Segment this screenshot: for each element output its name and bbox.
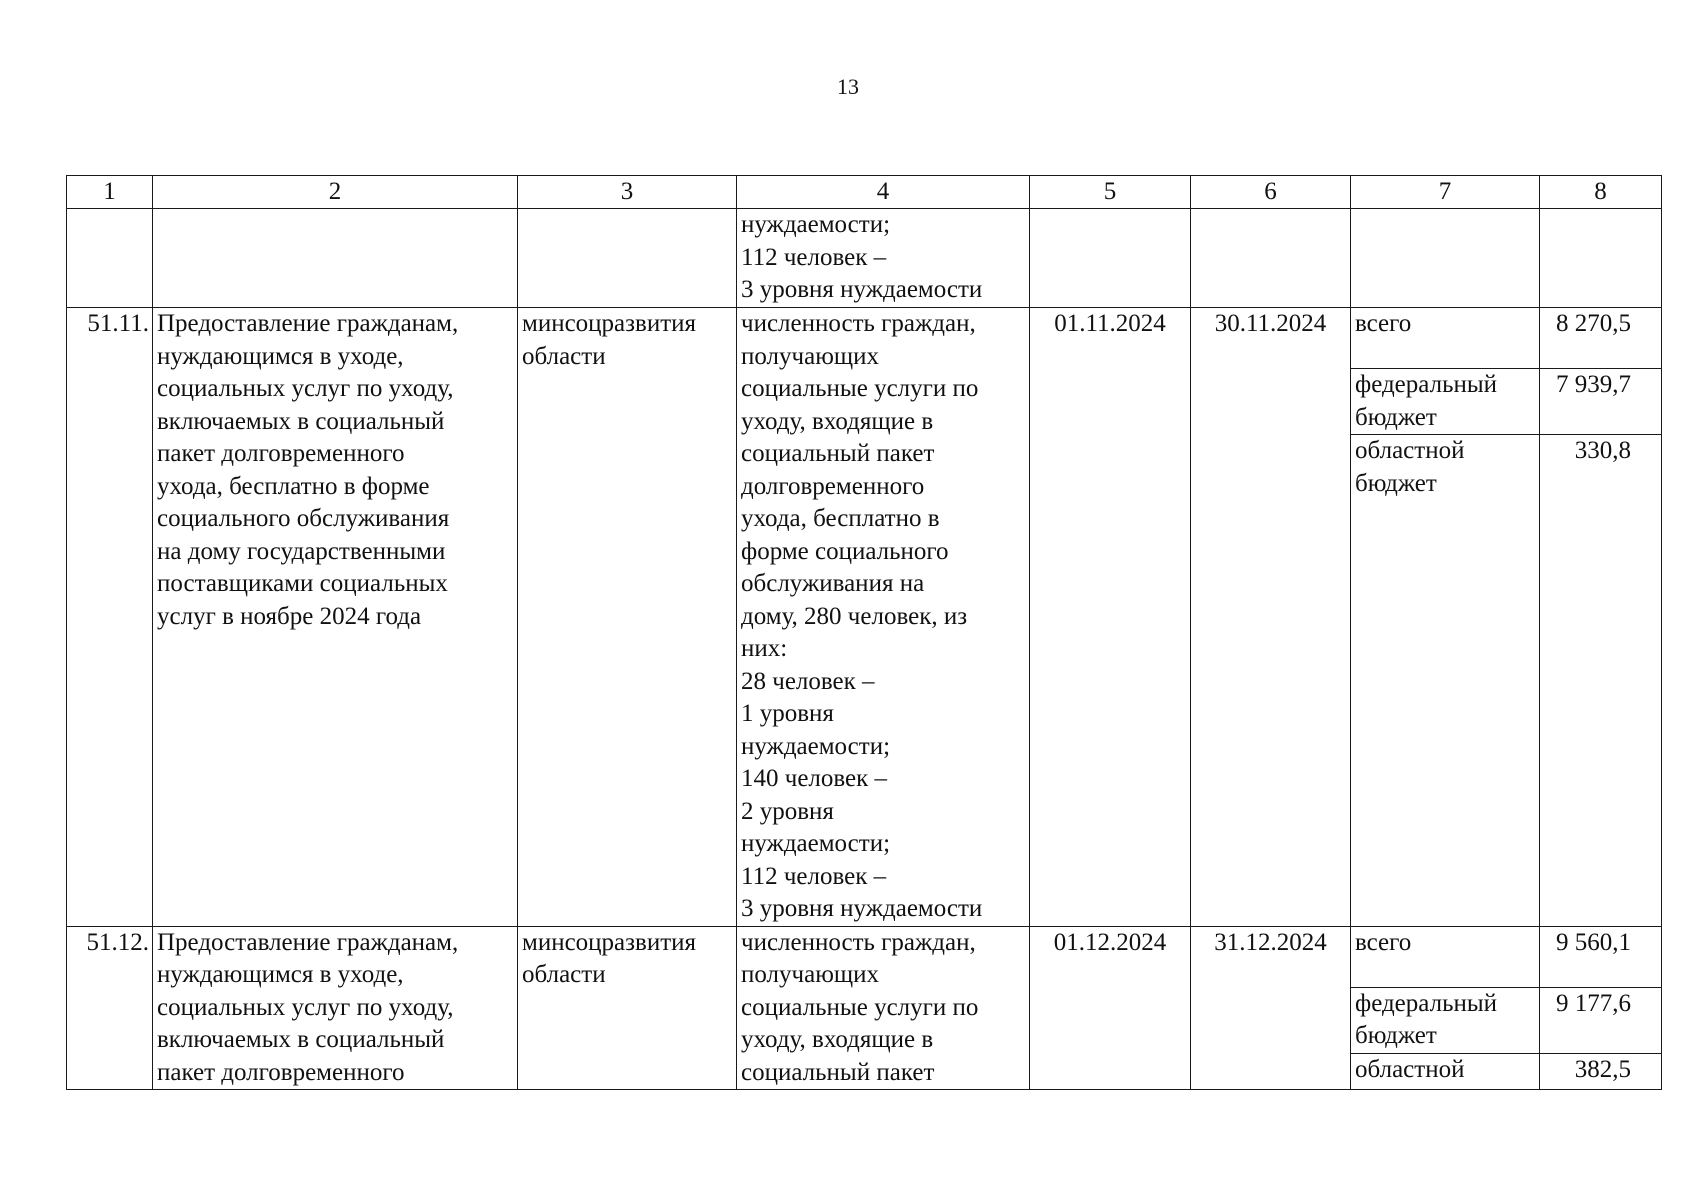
row-start-date: 01.11.2024 [1030, 308, 1191, 927]
continuation-row [67, 209, 1662, 308]
funding-amount: 9 560,1 [1540, 926, 1662, 987]
row-description: Предоставление гражданам, нуждающимся в уходе, социальных услуг по уходу, включаемых в социальный пакет долговременного ухода, бесплатно в форме социального обслуживания на дому государственными поставщиками социальных услуг в ноябре 2024 года [153, 308, 518, 927]
row-indicator: численность граждан, получающих социальные услуги по уходу, входящие в социальный пакет долговременного ухода, бесплатно в форме социального обслуживания на дому, 280 человек, из них: 28 человек – 1 уровня нуждаемости; 140 человек – 2 уровня нуждаемости; 112 человек – 3 уровня нуждаемости [737, 308, 1030, 927]
funding-amount: 330,8 [1540, 435, 1662, 927]
funding-source: областной [1351, 1053, 1540, 1090]
cell-empty [153, 209, 518, 308]
column-number: 1 [67, 176, 153, 209]
row-start-date: 01.12.2024 [1030, 926, 1191, 1090]
column-number: 4 [737, 176, 1030, 209]
row-description: Предоставление гражданам, нуждающимся в уходе, социальных услуг по уходу, включаемых в социальный пакет долговременного [153, 926, 518, 1090]
column-number: 2 [153, 176, 518, 209]
funding-source: областной бюджет [1351, 435, 1540, 927]
row-executor: минсоцразвития области [518, 926, 737, 1090]
indicator-continuation: нуждаемости; 112 человек – 3 уровня нуждаемости [737, 209, 1030, 308]
row-executor: минсоцразвития области [518, 308, 737, 927]
funding-amount: 8 270,5 [1540, 308, 1662, 369]
funding-amount: 9 177,6 [1540, 987, 1662, 1053]
program-table [66, 175, 1662, 1090]
funding-amount: 382,5 [1540, 1053, 1662, 1090]
row-end-date: 30.11.2024 [1191, 308, 1351, 927]
row-number: 51.12. [67, 926, 153, 1090]
funding-source: всего [1351, 308, 1540, 369]
page-number: 13 [837, 74, 859, 99]
column-number: 7 [1351, 176, 1540, 209]
funding-amount: 7 939,7 [1540, 369, 1662, 435]
cell-empty [518, 209, 737, 308]
table-row [67, 926, 1662, 987]
funding-source: федеральный бюджет [1351, 369, 1540, 435]
column-number: 5 [1030, 176, 1191, 209]
row-number: 51.11. [67, 308, 153, 927]
cell-empty [1351, 209, 1540, 308]
funding-source: всего [1351, 926, 1540, 987]
funding-source: федеральный бюджет [1351, 987, 1540, 1053]
row-end-date: 31.12.2024 [1191, 926, 1351, 1090]
cell-empty [1030, 209, 1191, 308]
table-row [67, 308, 1662, 369]
column-number: 3 [518, 176, 737, 209]
cell-empty [67, 209, 153, 308]
column-number: 6 [1191, 176, 1351, 209]
cell-empty [1191, 209, 1351, 308]
column-number-row [67, 176, 1662, 209]
row-indicator: численность граждан, получающих социальные услуги по уходу, входящие в социальный пакет [737, 926, 1030, 1090]
column-number: 8 [1540, 176, 1662, 209]
cell-empty [1540, 209, 1662, 308]
